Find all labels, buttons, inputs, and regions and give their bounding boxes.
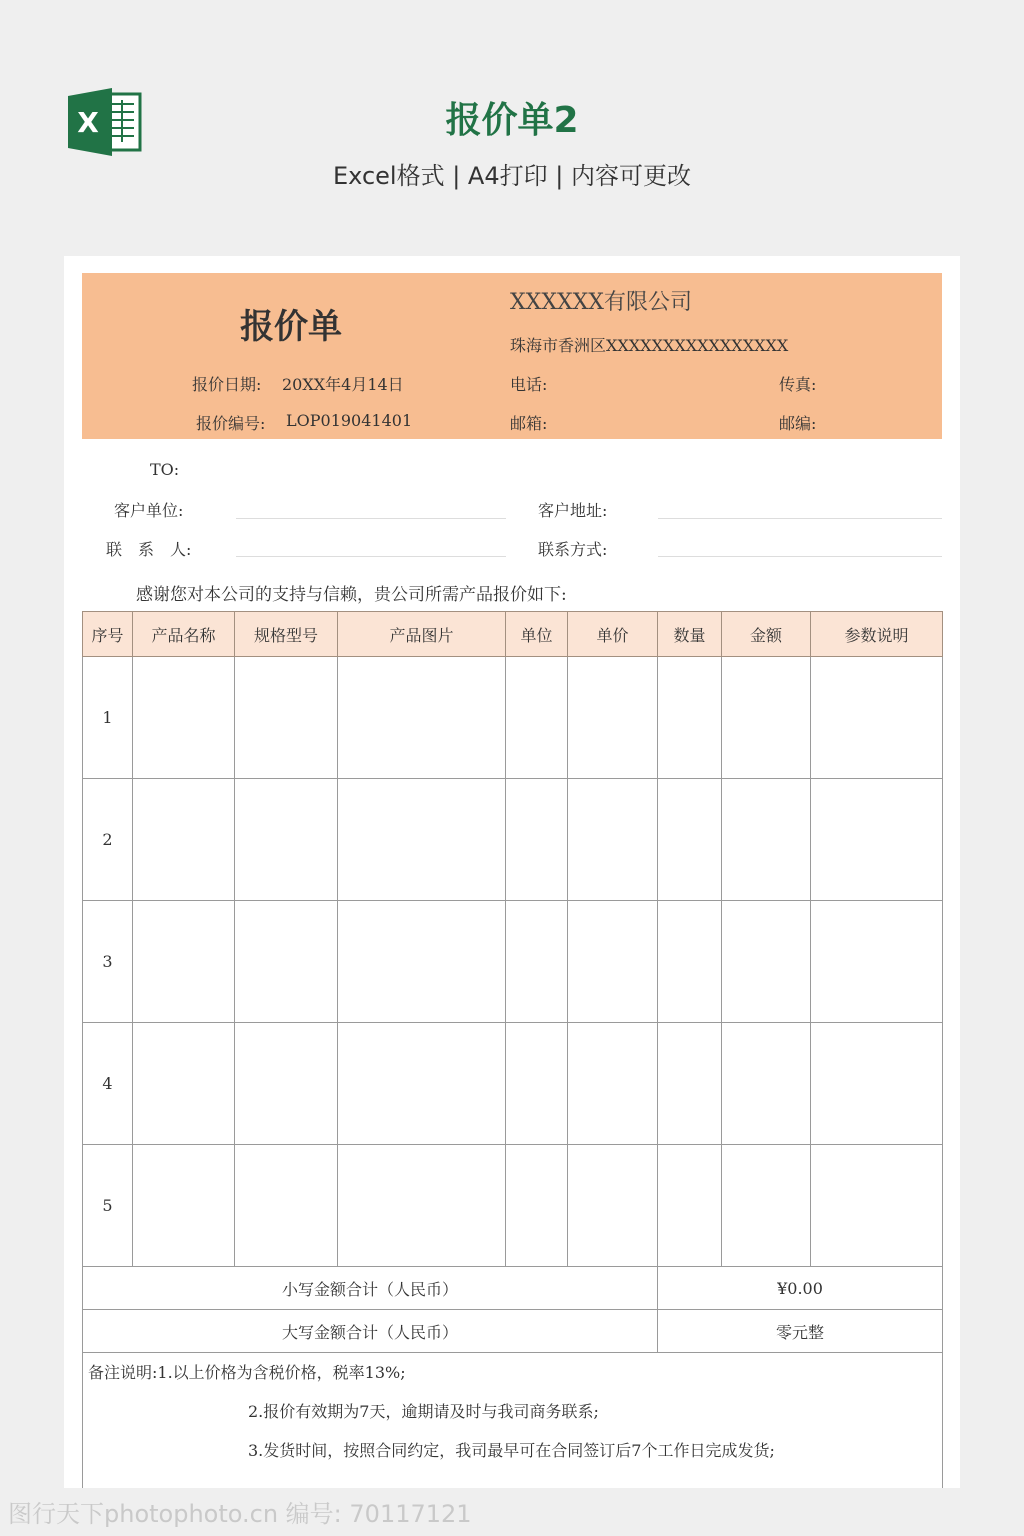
quantity-cell[interactable] — [658, 657, 722, 779]
contact-method-field[interactable] — [658, 556, 942, 557]
spec-cell[interactable] — [235, 901, 338, 1023]
amount-cell[interactable] — [722, 1023, 811, 1145]
notes-row — [83, 1353, 943, 1489]
notes-prefix: 备注说明: — [88, 1363, 158, 1382]
customer-unit-label: 客户单位: — [114, 501, 184, 520]
intro-text: 感谢您对本公司的支持与信赖，贵公司所需产品报价如下: — [136, 585, 567, 605]
product-image-cell[interactable] — [338, 779, 506, 901]
unit-price-cell[interactable] — [568, 657, 658, 779]
quantity-cell[interactable] — [658, 1023, 722, 1145]
upper-total-row — [83, 1310, 943, 1353]
product-name-cell[interactable] — [133, 657, 235, 779]
column-header: 参数说明 — [811, 612, 943, 657]
product-image-cell[interactable] — [338, 901, 506, 1023]
column-header: 产品名称 — [133, 612, 235, 657]
contact-label: 联 系 人: — [106, 540, 192, 559]
date-label: 报价日期: — [192, 375, 262, 394]
contact-method-label: 联系方式: — [538, 540, 608, 559]
unit-cell[interactable] — [506, 1145, 568, 1267]
lower-total-row — [83, 1267, 943, 1310]
row-index: 4 — [83, 1023, 133, 1145]
column-header: 产品图片 — [338, 612, 506, 657]
company-address: 珠海市香洲区XXXXXXXXXXXXXXXX — [510, 336, 789, 355]
quotation-sheet — [64, 256, 960, 1488]
lower-total-label: 小写金额合计（人民币） — [83, 1267, 658, 1310]
number-label: 报价编号: — [196, 414, 266, 433]
email-label: 邮箱: — [510, 414, 548, 433]
product-image-cell[interactable] — [338, 657, 506, 779]
spec-cell[interactable] — [235, 779, 338, 901]
upper-total-label: 大写金额合计（人民币） — [83, 1310, 658, 1353]
product-image-cell[interactable] — [338, 1145, 506, 1267]
row-index: 3 — [83, 901, 133, 1023]
quantity-cell[interactable] — [658, 901, 722, 1023]
unit-cell[interactable] — [506, 657, 568, 779]
to-label: TO: — [150, 460, 180, 479]
customer-unit-field[interactable] — [236, 518, 506, 519]
product-name-cell[interactable] — [133, 901, 235, 1023]
unit-price-cell[interactable] — [568, 901, 658, 1023]
quantity-cell[interactable] — [658, 1145, 722, 1267]
amount-cell[interactable] — [722, 901, 811, 1023]
row-index: 5 — [83, 1145, 133, 1267]
parameter-cell[interactable] — [811, 779, 943, 901]
notes-cell — [83, 1353, 943, 1489]
banner-title: 报价单2 — [445, 100, 579, 141]
table-row — [83, 1023, 943, 1145]
amount-cell[interactable] — [722, 779, 811, 901]
column-header: 数量 — [658, 612, 722, 657]
company-name: XXXXXX有限公司 — [510, 290, 692, 315]
product-name-cell[interactable] — [133, 1023, 235, 1145]
date-value: 20XX年4月14日 — [282, 375, 404, 394]
phone-label: 电话: — [510, 375, 548, 394]
row-index: 1 — [83, 657, 133, 779]
column-header: 单价 — [568, 612, 658, 657]
unit-cell[interactable] — [506, 1023, 568, 1145]
column-header: 序号 — [83, 612, 133, 657]
unit-price-cell[interactable] — [568, 1023, 658, 1145]
parameter-cell[interactable] — [811, 657, 943, 779]
parameter-cell[interactable] — [811, 1145, 943, 1267]
column-header: 规格型号 — [235, 612, 338, 657]
amount-cell[interactable] — [722, 657, 811, 779]
table-row — [83, 1145, 943, 1267]
table-row — [83, 901, 943, 1023]
column-header: 金额 — [722, 612, 811, 657]
unit-price-cell[interactable] — [568, 1145, 658, 1267]
parameter-cell[interactable] — [811, 1023, 943, 1145]
amount-cell[interactable] — [722, 1145, 811, 1267]
product-image-cell[interactable] — [338, 1023, 506, 1145]
customer-address-label: 客户地址: — [538, 501, 608, 520]
unit-price-cell[interactable] — [568, 779, 658, 901]
svg-text:X: X — [77, 106, 99, 139]
banner-subtitle: Excel格式 | A4打印 | 内容可更改 — [333, 162, 691, 190]
unit-cell[interactable] — [506, 901, 568, 1023]
customer-address-field[interactable] — [658, 518, 942, 519]
product-name-cell[interactable] — [133, 779, 235, 901]
table-row — [83, 657, 943, 779]
row-index: 2 — [83, 779, 133, 901]
product-name-cell[interactable] — [133, 1145, 235, 1267]
quotation-table — [82, 611, 943, 1488]
quantity-cell[interactable] — [658, 779, 722, 901]
postcode-label: 邮编: — [779, 414, 817, 433]
unit-cell[interactable] — [506, 779, 568, 901]
upper-total-value: 零元整 — [658, 1310, 943, 1353]
spec-cell[interactable] — [235, 657, 338, 779]
note-line-3: 3.发货时间，按照合同约定，我司最早可在合同签订后7个工作日完成发货; — [248, 1441, 775, 1460]
lower-total-value: ¥0.00 — [658, 1267, 943, 1310]
number-value: LOP019041401 — [286, 411, 413, 430]
note-line-1 — [88, 1359, 942, 1398]
fax-label: 传真: — [779, 375, 817, 394]
document-title: 报价单 — [240, 307, 342, 347]
note-line-2: 2.报价有效期为7天，逾期请及时与我司商务联系; — [248, 1402, 599, 1421]
table-row — [83, 779, 943, 901]
header-band — [82, 273, 942, 439]
spec-cell[interactable] — [235, 1145, 338, 1267]
table-header-row — [83, 612, 943, 657]
parameter-cell[interactable] — [811, 901, 943, 1023]
note-text: 1.以上价格为含税价格，税率13%; — [157, 1363, 406, 1382]
spec-cell[interactable] — [235, 1023, 338, 1145]
contact-field[interactable] — [236, 556, 506, 557]
column-header: 单位 — [506, 612, 568, 657]
watermark: 图行天下photophoto.cn 编号: 70117121 — [8, 1500, 472, 1528]
